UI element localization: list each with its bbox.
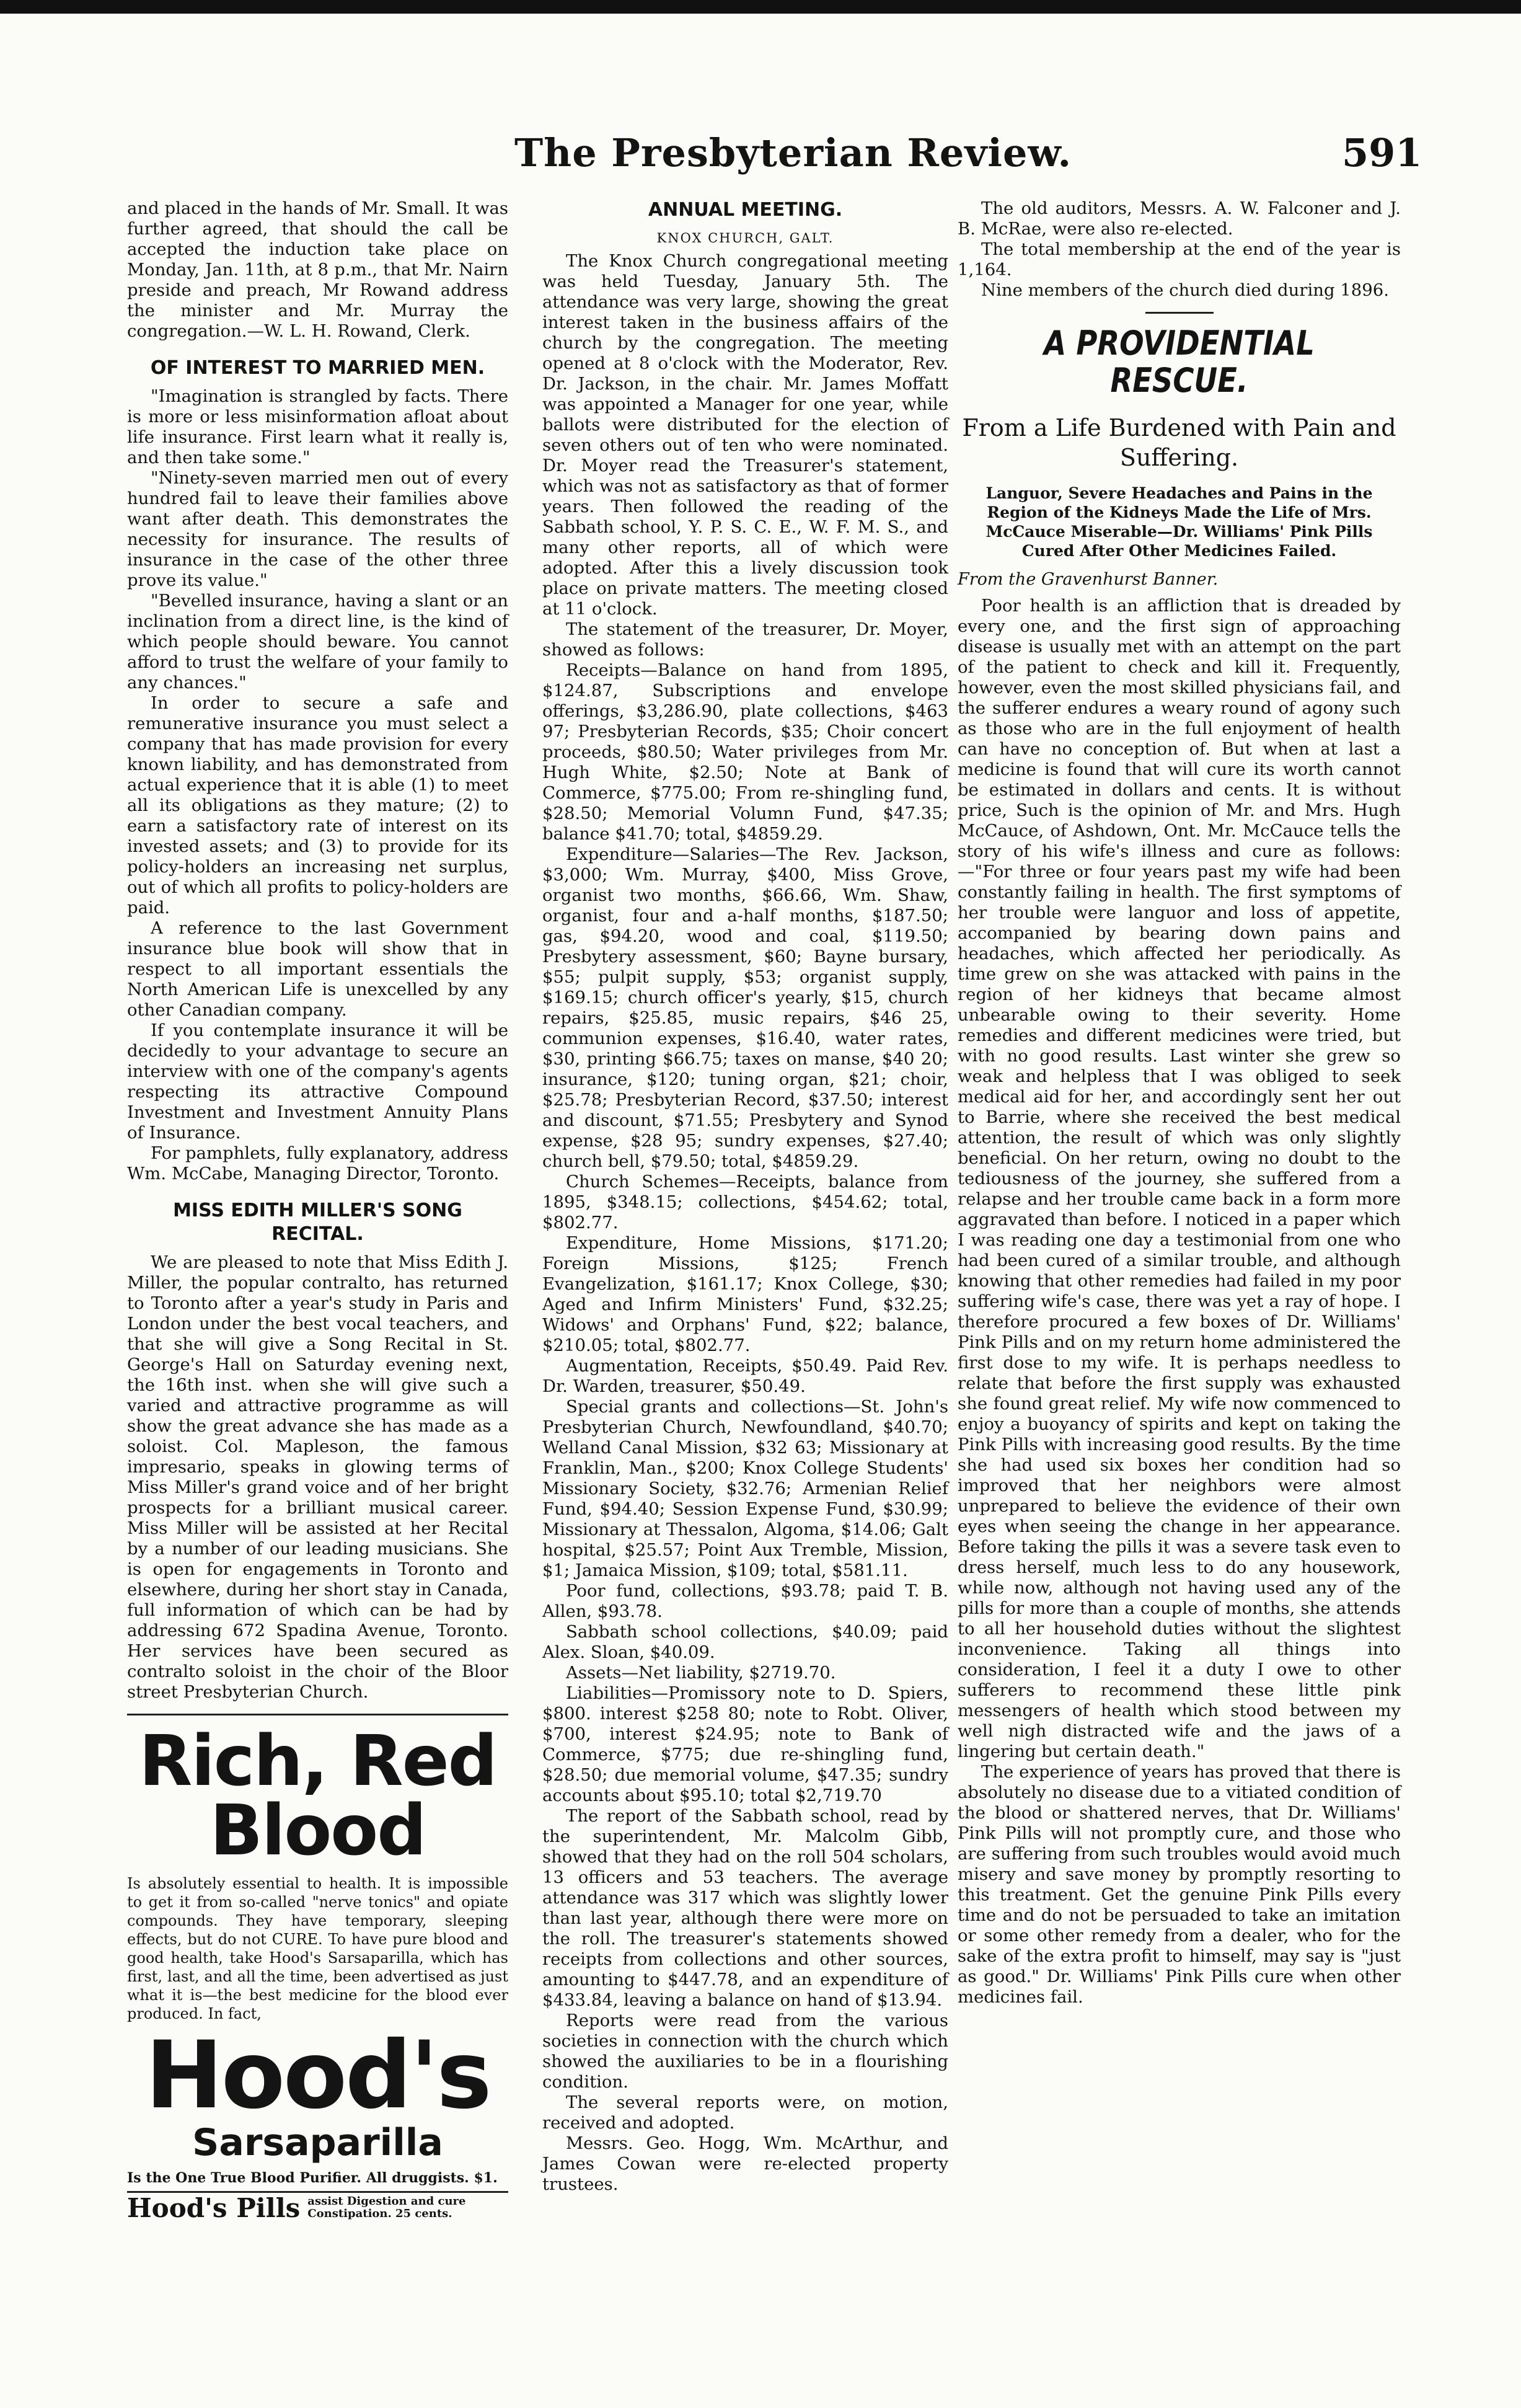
ad-pills-desc bbox=[307, 2195, 465, 2220]
ad-body: Is absolutely essential to health. It is impossible to get it from so-called "nerve tonics" and opiate compounds. They have temporary, sleeping effects, but do not CURE. To have pure blood and good health, take Hood's Sarsaparilla, which has first, last, and all the time, been advertised as just what it is—the best medicine for the blood ever produced. In fact, bbox=[127, 1875, 508, 2022]
ad-brand: Hood's bbox=[145, 2022, 490, 2130]
meeting-paragraph: Special grants and collections—St. John's Presbyterian Church, Newfoundland, $40.70; Welland Canal Mission, $32 63; Missionary at Franklin, Man., $200; Knox College Students' Missionary Society, $32.76; Armenian Relief Fund, $94.40; Session Expense Fund, $30.99; Missionary at Thessalon, Algoma, $14.06; Galt hospital, $25.57; Point Aux Tremble, Mission, $1; Jamaica Mission, $109; total, $581.11. bbox=[542, 1397, 948, 1580]
ad-tagline: Is the One True Blood Purifier. All druggists. $1. bbox=[127, 2168, 508, 2193]
meeting-paragraph: Messrs. Geo. Hogg, Wm. McArthur, and James Cowan were re-elected property trustees. bbox=[542, 2133, 948, 2194]
married-paragraph: "Ninety-seven married men out of every hundred fail to leave their families above want after death. This demonstrates the necessity for insurance. The results of insurance in the case of the other three prove its value." bbox=[127, 468, 508, 590]
column-1 bbox=[127, 198, 508, 2223]
married-men-heading: OF INTEREST TO MARRIED MEN. bbox=[150, 357, 485, 379]
ad-pills-line bbox=[127, 2192, 508, 2223]
article-paragraph: The experience of years has proved that there is absolutely no disease due to a vitiated condition of the blood or shattered nerves, that Dr. Williams' Pink Pills will not promptly cure, and those who are suffering from such troubles would avoid much misery and save money by promptly resorting to this treatment. Get the genuine Pink Pills every time and do not be persuaded to take an imitation or some other remedy from a dealer, who for the sake of the extra profit to himself, may say is "just as good." Dr. Williams' Pink Pills cure when other medicines fail. bbox=[958, 1762, 1401, 2007]
meeting-paragraph: Church Schemes—Receipts, balance from 1895, $348.15; collections, $454.62; total, $802.77. bbox=[542, 1172, 948, 1233]
hoods-sarsaparilla-ad bbox=[127, 1721, 508, 2223]
recital-paragraph: We are pleased to note that Miss Edith J. Miller, the popular contralto, has returned to Toronto after a year's study in Paris and London under the best vocal teachers, and that she will give a Song Recital in St. George's Hall on Saturday evening next, the 16th inst. when she will give such a varied and attractive programme as will show the great advance she has made as a soloist. Col. Mapleson, the famous impresario, speaks in glowing terms of Miss Miller's grand voice and of her bright prospects for a brilliant musical career. Miss Miller will be assisted at her Recital by a number of our leading musicians. She is open for engagements in Toronto and elsewhere, during her short stay in Canada, full information of which can be had by addressing 672 Spadina Avenue, Toronto. Her services have been secured as contralto soloist in the choir of the Bloor street Presbyterian Church. bbox=[127, 1252, 508, 1702]
section-divider bbox=[127, 1714, 508, 1715]
intro-paragraph: Nine members of the church died during 1896. bbox=[981, 280, 1390, 300]
married-paragraph: "Imagination is strangled by facts. There is more or less misinformation afloat about life insurance. First learn what it really is, and then take some." bbox=[127, 386, 508, 467]
annual-meeting-subheading: KNOX CHURCH, GALT. bbox=[656, 231, 834, 246]
meeting-paragraph: Assets—Net liability, $2719.70. bbox=[566, 1663, 836, 1683]
meeting-paragraph: Expenditure, Home Missions, $171.20; Foreign Missions, $125; French Evangelization, $161.17; Knox College, $30; Aged and Infirm Ministers' Fund, $32.25; Widows' and Orphans' Fund, $22; balance, $210.05; total, $802.77. bbox=[542, 1233, 948, 1355]
article-subheadline: From a Life Burdened with Pain and Suffering. bbox=[962, 414, 1396, 471]
ad-headline: Rich, Red Blood bbox=[139, 1721, 496, 1871]
meeting-paragraph: The several reports were, on motion, received and adopted. bbox=[542, 2092, 948, 2133]
page-number: 591 bbox=[1342, 130, 1422, 175]
intro-paragraph: The old auditors, Messrs. A. W. Falconer and J. B. McRae, were also re-elected. bbox=[958, 198, 1401, 239]
meeting-paragraph: Poor fund, collections, $93.78; paid T. B. Allen, $93.78. bbox=[542, 1581, 948, 1621]
ad-pills-desc-line: assist Digestion and cure bbox=[307, 2195, 466, 2208]
meeting-paragraph: Expenditure—Salaries—The Rev. Jackson, $3,000; Wm. Murray, $400, Miss Grove, organist two months, $66.66, Wm. Shaw, organist, four and a-half months, $187.50; gas, $94.20, wood and coal, $119.50; Presbytery assessment, $60; Bayne bursary, $55; pulpit supply, $53; organist supply, $169.15; church officer's yearly, $15, church repairs, $25.85, music repairs, $46 25, communion expenses, $16.40, water rates, $30, printing $66.75; taxes on manse, $40 20; insurance, $120; tuning organ, $21; choir, $25.78; Presbyterian Record, $37.50; interest and discount, $71.55; Presbytery and Synod expense, $28 95; sundry expenses, $27.40; church bell, $79.50; total, $4859.29. bbox=[542, 844, 948, 1171]
article-headline: A PROVIDENTIAL RESCUE. bbox=[1044, 324, 1315, 400]
meeting-paragraph: Receipts—Balance on hand from 1895, $124.87, Subscriptions and envelope offerings, $3,286.90, plate collections, $463 97; Presbyterian Records, $35; Choir concert proceeds, $80.50; Water privileges from Mr. Hugh White, $2.50; Note at Bank of Commerce, $775.00; From re-shingling fund, $28.50; Memorial Volumn Fund, $47.35; balance $41.70; total, $4859.29. bbox=[542, 660, 948, 844]
column-2 bbox=[542, 198, 948, 2195]
recital-heading: MISS EDITH MILLER'S SONG RECITAL. bbox=[173, 1200, 462, 1245]
married-paragraph: A reference to the last Government insurance blue book will show that in respect to all important essentials the North American Life is unexcelled by any other Canadian company. bbox=[127, 918, 508, 1020]
short-divider bbox=[1145, 312, 1214, 314]
meeting-paragraph: Reports were read from the various societies in connection with the church which showed the auxiliaries to be in a flourishing condition. bbox=[542, 2011, 948, 2092]
married-paragraph: If you contemplate insurance it will be decidedly to your advantage to secure an interview with one of the company's agents respecting its attractive Compound Investment and Investment Annuity Plans of Insurance. bbox=[127, 1020, 508, 1143]
ad-pills-desc-line: Constipation. 25 cents. bbox=[307, 2207, 452, 2220]
article-deck: Languor, Severe Headaches and Pains in the Region of the Kidneys Made the Life of Mrs. McCauce Miserable—Dr. Williams' Pink Pills Cured After Other Medicines Failed. bbox=[985, 484, 1373, 560]
intro-paragraph: and placed in the hands of Mr. Small. It was further agreed, that should the call be accepted the induction take place on Monday, Jan. 11th, at 8 p.m., that Mr. Nairn preside and preach, Mr Rowand address the minister and Mr. Murray the congregation.—W. L. H. Rowand, Clerk. bbox=[127, 198, 508, 341]
intro-paragraph: The total membership at the end of the year is 1,164. bbox=[958, 239, 1401, 280]
meeting-paragraph: Augmentation, Receipts, $50.49. Paid Rev. Dr. Warden, treasurer, $50.49. bbox=[542, 1356, 948, 1396]
annual-meeting-heading: ANNUAL MEETING. bbox=[648, 199, 843, 221]
married-paragraph: For pamphlets, fully explanatory, address Wm. McCabe, Managing Director, Toronto. bbox=[127, 1143, 508, 1184]
married-paragraph: "Bevelled insurance, having a slant or an inclination from a direct line, is the kind of which people should beware. You cannot afford to trust the welfare of your family to any chances." bbox=[127, 591, 508, 693]
ad-product: Sarsaparilla bbox=[192, 2121, 443, 2164]
running-header bbox=[0, 124, 1521, 192]
meeting-paragraph: Sabbath school collections, $40.09; paid Alex. Sloan, $40.09. bbox=[542, 1622, 948, 1662]
article-source: From the Gravenhurst Banner. bbox=[958, 570, 1219, 589]
meeting-paragraph: The report of the Sabbath school, read by the superintendent, Mr. Malcolm Gibb, showed that they had on the roll 504 scholars, 13 officers and 53 teachers. The average attendance was 317 which was slightly lower than last year, although there were more on the roll. The treasurer's statements showed receipts from collections and other sources, amounting to $447.78, and an expenditure of $433.84, leaving a balance on hand of $13.94. bbox=[542, 1806, 948, 2010]
top-edge-rule bbox=[0, 0, 1521, 14]
journal-title: The Presbyterian Review. bbox=[514, 130, 1072, 175]
column-3 bbox=[958, 198, 1401, 2007]
meeting-paragraph: Liabilities—Promissory note to D. Spiers, $800. interest $258 80; note to Robt. Oliver, $700, interest $24.95; note to Bank of Commerce, $775; due re-shingling fund, $28.50; due memorial volume, $47.35; sundry accounts about $95.10; total $2,719.70 bbox=[542, 1683, 948, 1805]
article-paragraph: Poor health is an affliction that is dreaded by every one, and the first sign of approaching disease is usually met with an attempt on the part of the patient to check and kill it. Frequently, however, even the most skilled physicians fail, and the sufferer endures a weary round of agony such as those who are in the full enjoyment of health can have no conception of. But when at last a medicine is found that will cure its worth cannot be estimated in dollars and cents. It is without price, Such is the opinion of Mr. and Mrs. Hugh McCauce, of Ashdown, Ont. Mr. McCauce tells the story of his wife's illness and cure as follows:—"For three or four years past my wife had been constantly failing in health. The first symptoms of her trouble were languor and loss of appetite, accompanied by bearing down pains and headaches, which affected her periodically. As time grew on she was attacked with pains in the region of her kidneys that became almost unbearable owing to their severity. Home remedies and different medicines were tried, but with no good results. Last winter she grew so weak and helpless that I was obliged to seek medical aid for her, and accordingly sent her out to Barrie, where she received the best medical attention, the result of which was only slightly beneficial. On her return, owing no doubt to the tediousness of the journey, she suffered from a relapse and her trouble came back in a form more aggravated than before. I noticed in a paper which I was reading one day a testimonial from one who had been cured of a similar trouble, and although knowing that other remedies had failed in my poor suffering wife's case, there was yet a ray of hope. I therefore procured a few boxes of Dr. Williams' Pink Pills and on my return home administered the first dose to my wife. It is perhaps needless to relate that before the first supply was exhausted she found great relief. My wife now commenced to enjoy a buoyancy of spirits and kept on taking the Pink Pills with increasing good results. By the time she had used six boxes her condition had so improved that her neighbors were almost unprepared to believe the evidence of their own eyes when seeing the change in her appearance. Before taking the pills it was a severe task even to dress herself, much less to do any housework, while now, although not having used any of the pills for more than a couple of months, she attends to all her household duties without the slightest inconvenience. Taking all things into consideration, I feel it a duty I owe to other sufferers to recommend these little pink messengers of health which stood between my well nigh distracted wife and the jaws of a lingering but certain death." bbox=[958, 596, 1401, 1761]
ad-pills-name: Hood's Pills bbox=[127, 2192, 301, 2223]
meeting-paragraph: The statement of the treasurer, Dr. Moyer, showed as follows: bbox=[542, 619, 948, 660]
meeting-paragraph: The Knox Church congregational meeting was held Tuesday, January 5th. The attendance was very large, showing the great interest taken in the business affairs of the church by the congregation. The meeting opened at 8 o'clock with the Moderator, Rev. Dr. Jackson, in the chair. Mr. James Moffatt was appointed a Manager for one year, while ballots were distributed for the election of seven others out of ten who were nominated. Dr. Moyer read the Treasurer's statement, which was not as satisfactory as that of former years. Then followed the reading of the Sabbath school, Y. P. S. C. E., W. F. M. S., and many other reports, all of which were adopted. After this a lively discussion took place on private matters. The meeting closed at 11 o'clock. bbox=[542, 251, 948, 619]
married-paragraph: In order to secure a safe and remunerative insurance you must select a company that has made provision for every known liability, and has demonstrated from actual experience that it is able (1) to meet all its obligations as they mature; (2) to earn a satisfactory rate of interest on its invested assets; and (3) to provide for its policy-holders an increasing net surplus, out of which all profits to policy-holders are paid. bbox=[127, 693, 508, 918]
